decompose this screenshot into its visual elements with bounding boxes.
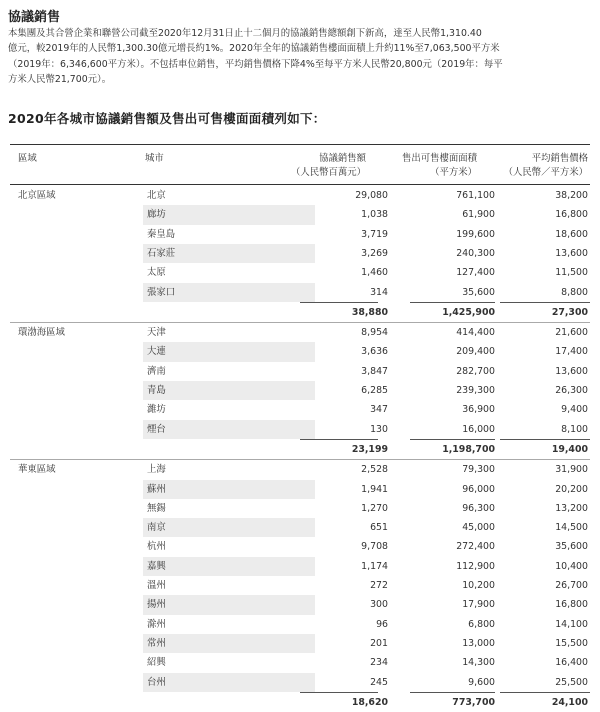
sales-cell: 314 (370, 286, 388, 298)
price-cell: 15,500 (555, 637, 588, 649)
table-row (10, 225, 590, 244)
price-cell: 21,600 (555, 327, 588, 339)
city-cell: 紹興 (147, 657, 166, 669)
subtotal-sales: 23,199 (351, 443, 388, 455)
sales-cell: 201 (370, 637, 388, 649)
intro-paragraph (8, 26, 592, 87)
price-cell: 14,100 (555, 618, 588, 630)
area-cell: 36,900 (462, 404, 495, 416)
area-cell: 282,700 (456, 365, 495, 377)
header-price-label: 平均銷售價格 (531, 153, 588, 164)
price-cell: 10,400 (555, 560, 588, 572)
sales-cell: 3,719 (361, 228, 388, 240)
sales-cell: 651 (370, 522, 388, 534)
city-cell: 石家莊 (143, 244, 315, 263)
price-cell: 26,300 (555, 385, 588, 396)
sales-cell: 1,270 (361, 502, 388, 514)
area-cell: 35,600 (462, 286, 495, 298)
header-sales-unit: （人民幣百萬元） (290, 167, 366, 178)
sales-cell: 272 (370, 580, 388, 591)
sales-cell: 1,174 (361, 560, 388, 572)
sales-cell: 9,708 (361, 541, 388, 553)
table-row (10, 595, 590, 614)
area-cell: 61,900 (462, 209, 495, 221)
subtotal-sales: 38,880 (351, 306, 388, 318)
table-row (10, 323, 590, 342)
area-cell: 16,000 (462, 423, 495, 435)
city-cell: 南京 (143, 518, 315, 537)
city-cell: 廊坊 (143, 205, 315, 224)
price-cell: 35,600 (555, 541, 588, 553)
area-cell: 45,000 (462, 522, 495, 534)
subtotal-row (10, 440, 590, 459)
city-cell: 濟南 (147, 365, 166, 377)
table-row (10, 186, 590, 205)
price-cell: 8,800 (561, 286, 588, 298)
table-row (10, 420, 590, 439)
header-city: 城市 (145, 153, 164, 164)
price-cell: 25,500 (555, 676, 588, 688)
sales-cell: 1,038 (361, 209, 388, 221)
area-cell: 79,300 (462, 464, 495, 476)
price-cell: 13,200 (555, 502, 588, 514)
section-title: 協議銷售 (8, 10, 61, 25)
table-row (10, 263, 590, 282)
subtotal-area: 1,425,900 (442, 306, 495, 318)
header-region: 區域 (18, 153, 37, 164)
sales-cell: 245 (370, 676, 388, 688)
subtotal-area: 773,700 (452, 696, 495, 708)
city-cell: 煙台 (143, 420, 315, 439)
city-cell: 天津 (147, 327, 166, 339)
subtotal-price: 19,400 (551, 443, 588, 455)
city-cell: 上海 (147, 464, 166, 476)
price-cell: 8,100 (561, 423, 588, 435)
table-row (10, 615, 590, 634)
price-cell: 14,500 (555, 522, 588, 534)
city-cell: 太原 (147, 267, 166, 279)
sales-cell: 96 (376, 618, 388, 630)
subtotal-row (10, 693, 590, 712)
header-bottom-rule (10, 184, 590, 185)
price-cell: 16,800 (555, 599, 588, 611)
area-cell: 112,900 (456, 560, 495, 572)
price-cell: 13,600 (555, 247, 588, 259)
header-sales-label: 協議銷售額 (319, 153, 366, 164)
city-cell: 嘉興 (143, 557, 315, 576)
intro-line: 億元，較2019年的人民幣1,300.30億元增長約1%。2020年全年的協議銷售樓面面積上升約11%至7,063,500平方米 (8, 43, 500, 55)
subtotal-row (10, 303, 590, 322)
region-label: 華東區域 (18, 464, 56, 476)
city-cell: 常州 (143, 634, 315, 653)
sales-cell: 130 (370, 423, 388, 435)
sales-cell: 6,285 (361, 385, 388, 396)
city-cell: 青島 (143, 381, 315, 400)
header-area (372, 152, 477, 180)
sales-cell: 347 (370, 404, 388, 416)
header-area-unit: （平方米） (430, 167, 477, 178)
table-row (10, 342, 590, 361)
intro-line: （2019年：6,346,600平方米）。不包括車位銷售，平均銷售價格下降4%至每平方米人民幣20,800元（2019年：每平 (8, 58, 503, 70)
sales-cell: 8,954 (361, 327, 388, 339)
area-cell: 240,300 (456, 247, 495, 259)
sales-cell: 3,636 (361, 346, 388, 358)
price-cell: 20,200 (555, 483, 588, 495)
table-title: 2020年各城市協議銷售額及售出可售樓面面積列如下： (8, 111, 326, 126)
city-cell: 溫州 (147, 580, 166, 591)
area-cell: 10,200 (462, 580, 495, 591)
city-cell: 北京 (147, 190, 166, 201)
city-cell: 無錫 (147, 502, 166, 514)
subtotal-price: 24,100 (551, 696, 588, 708)
area-cell: 6,800 (468, 618, 495, 630)
sales-cell: 29,080 (355, 190, 388, 201)
table-row (10, 362, 590, 381)
city-cell: 台州 (143, 673, 315, 692)
sales-cell: 1,941 (361, 483, 388, 495)
table-row (10, 537, 590, 556)
header-price (475, 152, 588, 180)
sales-cell: 2,528 (361, 464, 388, 476)
header-price-unit: （人民幣／平方米） (503, 167, 588, 178)
sales-cell: 300 (370, 599, 388, 611)
area-cell: 209,400 (456, 346, 495, 358)
price-cell: 38,200 (555, 190, 588, 201)
region-label: 環渤海區域 (18, 327, 65, 339)
sales-cell: 3,847 (361, 365, 388, 377)
city-cell: 揚州 (143, 595, 315, 614)
sales-cell: 3,269 (361, 247, 388, 259)
area-cell: 272,400 (456, 541, 495, 553)
price-cell: 17,400 (555, 346, 588, 358)
table-row (10, 244, 590, 263)
region-label: 北京區域 (18, 190, 56, 201)
price-cell: 16,800 (555, 209, 588, 221)
area-cell: 414,400 (456, 327, 495, 339)
price-cell: 31,900 (555, 464, 588, 476)
price-cell: 9,400 (561, 404, 588, 416)
area-cell: 239,300 (456, 385, 495, 396)
header-area-label: 售出可售樓面面積 (401, 153, 477, 164)
price-cell: 13,600 (555, 365, 588, 377)
table-row (10, 499, 590, 518)
subtotal-price: 27,300 (551, 306, 588, 318)
price-cell: 26,700 (555, 580, 588, 591)
table-row (10, 518, 590, 537)
area-cell: 13,000 (462, 637, 495, 649)
table-row (10, 400, 590, 419)
table-row (10, 460, 590, 479)
area-cell: 127,400 (456, 267, 495, 279)
table-top-rule (10, 144, 590, 145)
header-sales (266, 152, 366, 180)
area-cell: 96,300 (462, 502, 495, 514)
area-cell: 199,600 (456, 228, 495, 240)
area-cell: 14,300 (462, 657, 495, 669)
intro-line: 本集團及其合營企業和聯營公司截至2020年12月31日止十二個月的協議銷售總額創下新高，達至人民幣1,310.40 (8, 28, 482, 39)
table-row (10, 205, 590, 224)
sales-cell: 1,460 (361, 267, 388, 279)
city-cell: 蘇州 (143, 480, 315, 499)
table-row (10, 381, 590, 400)
subtotal-area: 1,198,700 (442, 443, 495, 455)
table-row (10, 576, 590, 595)
area-cell: 17,900 (462, 599, 495, 611)
city-cell: 濰坊 (147, 404, 166, 416)
area-cell: 9,600 (468, 676, 495, 688)
area-cell: 761,100 (456, 190, 495, 201)
city-cell: 滁州 (147, 618, 166, 630)
table-row (10, 480, 590, 499)
table-row (10, 673, 590, 692)
area-cell: 96,000 (462, 483, 495, 495)
subtotal-sales: 18,620 (351, 696, 388, 708)
table-row (10, 557, 590, 576)
table-row (10, 283, 590, 302)
city-cell: 張家口 (143, 283, 315, 302)
city-cell: 杭州 (147, 541, 166, 553)
city-cell: 秦皇島 (147, 228, 176, 240)
sales-cell: 234 (370, 657, 388, 669)
intro-line: 方米人民幣21,700元）。 (8, 73, 112, 85)
table-row (10, 653, 590, 672)
city-cell: 大連 (143, 342, 315, 361)
table-row (10, 634, 590, 653)
price-cell: 18,600 (555, 228, 588, 240)
price-cell: 11,500 (555, 267, 588, 279)
price-cell: 16,400 (555, 657, 588, 669)
